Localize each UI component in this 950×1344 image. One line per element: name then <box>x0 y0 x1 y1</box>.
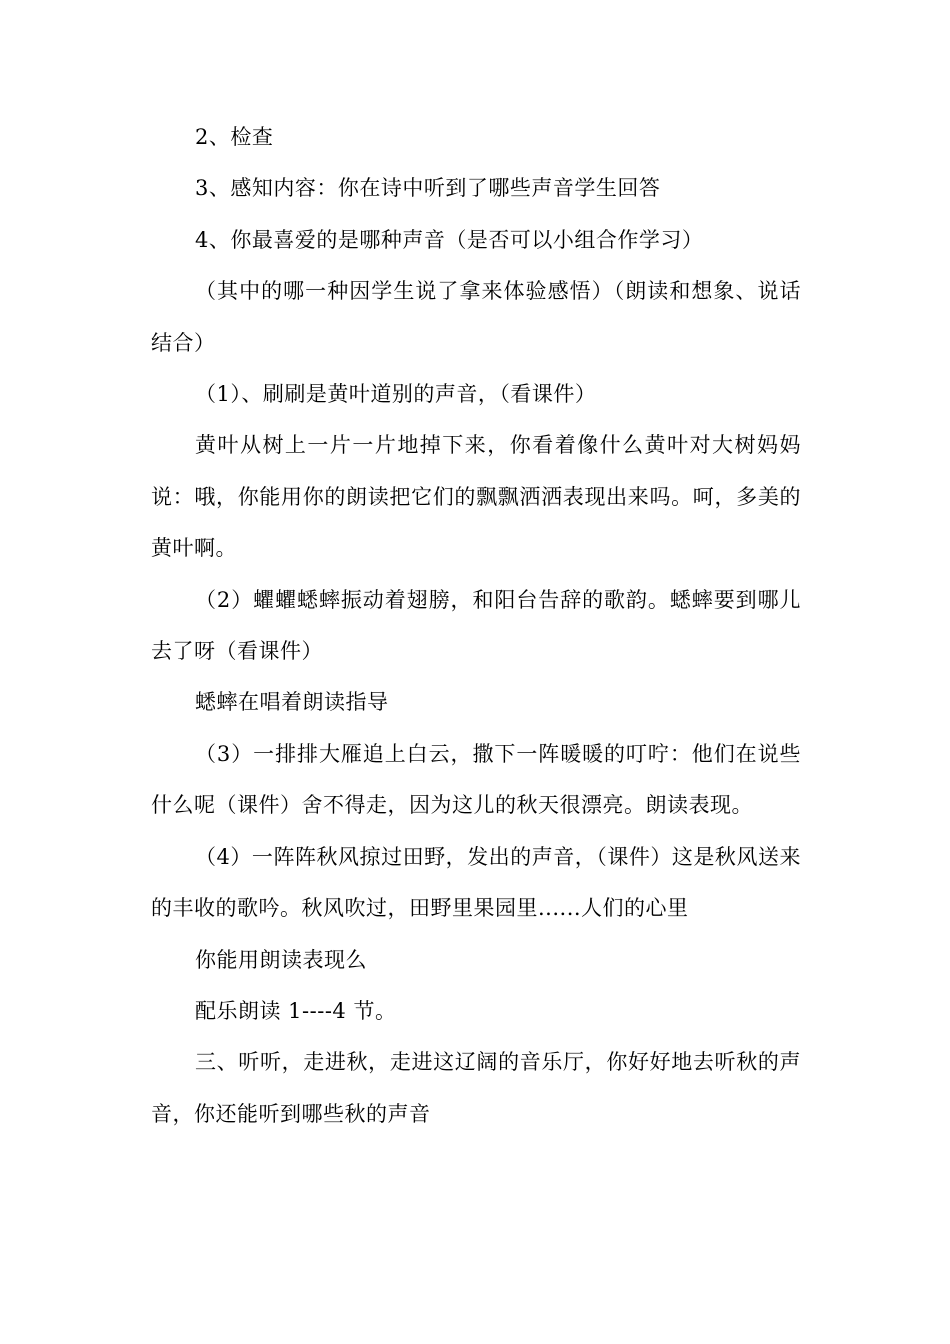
paragraph-sound-1: （1）、刷刷是黄叶道别的声音，（看课件） <box>195 382 597 407</box>
paragraph-section-3: 三、听听，走进秋，走进这辽阔的音乐厅，你好好地去听秋的声音，你还能听到哪些秋的声音 <box>151 1050 801 1126</box>
paragraph-step-4: 4、你最喜爱的是哪种声音（是否可以小组合作学习） <box>195 227 704 252</box>
paragraph-step-3: 3、感知内容：你在诗中听到了哪些声音学生回答 <box>195 176 661 201</box>
paragraph-read-aloud: 你能用朗读表现么 <box>195 947 367 972</box>
paragraph-music-reading: 配乐朗读 1----4 节。 <box>195 998 397 1023</box>
paragraph-cricket: 蟋蟀在唱着朗读指导 <box>195 690 389 715</box>
paragraph-sound-3: （3）一排排大雁追上白云，撒下一阵暖暖的叮咛：他们在说些什么呢（课件）舍不得走，因为这儿的秋天很漂亮。朗读表现。 <box>151 741 801 818</box>
paragraph-sound-2: （2）蠷蠷蟋蟀振动着翅膀，和阳台告辞的歌韵。蟋蟀要到哪儿去了呀（看课件） <box>151 587 801 664</box>
document-body <box>151 112 801 1140</box>
paragraph-sound-4: （4）一阵阵秋风掠过田野，发出的声音，（课件）这是秋风送来的丰收的歌吟。秋风吹过，田野里果园里......人们的心里 <box>151 844 801 921</box>
paragraph-yellow-leaves: 黄叶从树上一片一片地掉下来，你看着像什么黄叶对大树妈妈说：哦，你能用你的朗读把它们的飘飘洒洒表现出来吗。呵，多美的黄叶啊。 <box>151 433 801 561</box>
paragraph-step-2: 2、检查 <box>195 125 274 149</box>
paragraph-note: （其中的哪一种因学生说了拿来体验感悟）（朗读和想象、说话结合） <box>151 279 801 355</box>
